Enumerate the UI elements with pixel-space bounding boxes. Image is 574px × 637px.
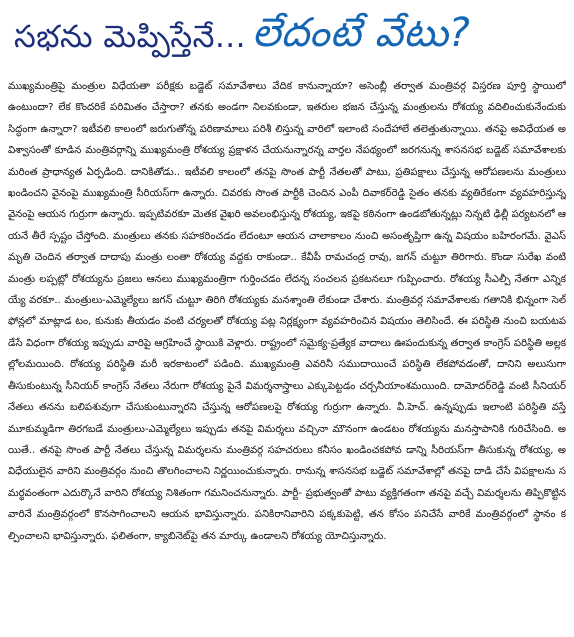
article-body: ముఖ్యమంత్రిపై మంత్రుల విధేయతా పరీక్షకు బడ్జెట్ సమావేశాలు వేదిక కానున్నాయా? అసెంబ్లీ తర్వాత మంత్రివర్గ విస్తరణ పూర్తి స్థాయిలో ఉంటుందా? లేక కొందరికే పరిమితం చేస్తారా? తనకు అండగా నిలవకుండా, ఇతరుల భజన చేస్తున్న మంత్రులను రోశయ్య వదిలించుకునేందుకు సిద్ధంగా ఉన్నారా? ఇటీవలి కాలంలో జరుగుతోన్న పరిణామాలు పరిశీ లిస్తున్న వారిలో ఇలాంటి సందేహాలే తలెత్తుతున్నాయి. తనపై అవిధేయత అవిశ్వాసంతో కూడిన మంత్రివర్గాన్ని ముఖ్యమంత్రి రోశయ్య ప్రక్షాళన చేయనున్నారన్న వార్తల నేపథ్యంలో జరగనున్న శాసనసభ బడ్జెట్ సమావేశాలకు మరింత ప్రాధాన్యత ఏర్పడింది. దానికితోడు.. ఇటీవలి కాలంలో తనపై సొంత పార్టీ నేతలతో పాటు, ప్రతిపక్షాలు చేస్తున్న ఆరోపణలను మంత్రులు ఖండించని వైనంపై ముఖ్యమంత్రి సీరియస్‌గా ఉన్నారు. చివరకు సొంత పార్టీకి చెందిన ఎంపీ దివాకర్‌రెడ్డి సైతం తనకు వ్యతిరేకంగా వ్యవహరిస్తున్న వైనంపై ఆయన గుర్రుగా ఉన్నారు. ఇప్పటివరకూ మెతక వైఖరి అవలంభిస్తున్న రోశయ్య, ఇకపై కఠినంగా ఉండబోతున్నట్లు నిన్నటి ఢిల్లీ పర్యటనలో ఆయనే తీరే స్పష్టం చేస్తోంది. మంత్రులు తనకు సహకరించడం లేదంటూ ఆయన చాలాకాలం నుంచి అసంతృప్తిగా ఉన్న విషయం బహిరంగమే. వైఎస్ మృతి చెందిన తర్వాత దాదాపు మంత్రు లంతా రోశయ్య వద్దకు రాకుండా.. కేవీపీ రామచంద్ర రావు, జగన్ చుట్టూ తిరిగారు. కొండా సురేఖ వంటి మంత్రు లప్పట్లో రోశయ్యను ప్రజలు ఆనలు ముఖ్యమంత్రిగా గుర్తించడం లేదన్న సంచలన ప్రకటనలూ గుప్పించారు. రోశయ్య సీఎల్పీ నేతగా ఎన్నికయ్యే వరకూ.. మంత్రులు-ఎమ్మెల్యేలు జగన్ చుట్టూ తిరిగి రోశయ్యకు మనశ్శాంతి లేకుండా చేశారు. మంత్రివర్గ సమావేశాలకు గతానికి భిన్నంగా సెల్ ఫోన్లలో మాట్లాడ టం, కునుకు తీయడం వంటి చర్యలతో రోశయ్య పట్ల నిర్లక్ష్యంగా వ్యవహరించిన విషయం తెలిసిందే. ఈ పరిస్థితి నుంచి బయటపడేసే విధంగా రోశయ్య ఇప్పుడు వారిపై ఆగ్రహించే స్థాయికి వెళ్లారు. రాష్ట్రంలో సమైక్య-ప్రత్యేక వాదాలు ఊపందుకున్న తర్వాత కాంగ్రెస్ పరిస్థితి అల్లకల్లోలమయింది. రోశయ్య పరిస్థితి మరీ ఇరకాటంలో పడింది. ముఖ్యమంత్రి ఎవరినీ సముదాయించే పరిస్థితి లేకపోవడంతో, దానిని అలుసుగా తీసుకుంటున్న సీనియర్ కాంగ్రెస్ నేతలు నేరుగా రోశయ్య పైనే విమర్శనాస్త్రాలు ఎక్కుపెట్టడం చర్చనీయాంశమయింది. దామోదర్‌రెడ్డి వంటి సీనియర్ నేతలు తనను బలిపశువుగా చేసుకుంటున్నారని చేస్తున్న ఆరోపణలపై రోశయ్య గుర్రుగా ఉన్నారు. వీ.హెచ్. ఉన్నప్పుడు ఇలాంటి పరిస్థితి వస్తే మూకుమ్మడిగా తిరగబడే మంత్రులు-ఎమ్మెల్యేలు ఇప్పుడు తనపై విమర్శలు వచ్చినా మౌనంగా ఉండటం రోశయ్యను మనస్తాపానికి గురిచేసింది. అయితే.. తనపై సొంత పార్టీ నేతలు చేస్తున్న విమర్శలను మంత్రివర్గ సహచరులు కనీసం ఖండించకపోవ డాన్ని సీరియస్‌గా తీసుకున్న రోశయ్య, అవిధేయులైన వారిని మంత్రివర్గం నుంచి తొలగించాలని నిర్ణయించుకున్నారు. రానున్న శాసనసభ బడ్జెట్ సమావేశాల్లో తనపై దాడి చేసే విపక్షాలను సమర్థవంతంగా ఎదుర్కొనే వారిని రోశయ్య నిశితంగా గమనించనున్నారు. పార్టీ- ప్రభుత్వంతో పాటు వ్యక్తిగతంగా తనపై వచ్చే విమర్శలను తిప్పికొట్టిన వారినే మంత్రివర్గంలో కొనసాగించాలని ఆయన భావిస్తున్నారు. పనికిరానివారిని పక్కకుపెట్టి, తన కోసం పనిచేసే వారికే మంత్రివర్గంలో స్థానం కల్పించాలని భావిస్తున్నారు. ఫలితంగా, క్యాబినెట్‌పై తన మార్కు ఉండాలని రోశయ్య యోచిస్తున్నారు. [8,81,566,542]
headline-part-1: సభను మెప్పిస్తేనే... [14,19,247,55]
headline-part-2: లేదంటే వేటు? [252,10,471,56]
article [8,76,566,632]
headline [0,0,574,74]
